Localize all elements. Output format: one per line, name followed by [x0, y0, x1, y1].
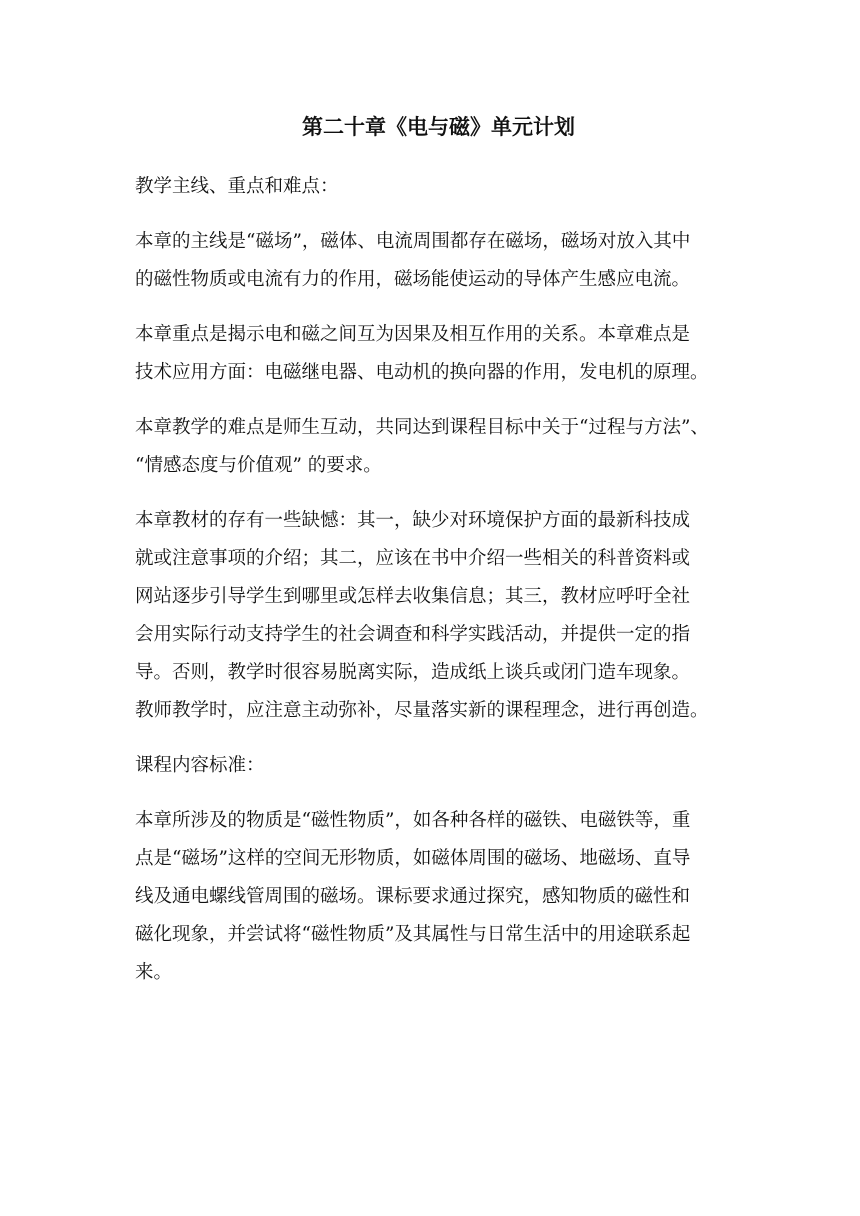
- paragraph-main-line: [135, 223, 752, 299]
- paragraph-curriculum-content: [135, 802, 752, 992]
- text-line: 网站逐步引导学生到哪里或怎样去收集信息；其三，教材应呼吁全社: [135, 586, 691, 607]
- paragraph-textbook-shortcomings: [135, 502, 752, 730]
- text-line: 本章的主线是“磁场”，磁体、电流周围都存在磁场，磁场对放入其中: [135, 231, 691, 252]
- text-line: 的磁性物质或电流有力的作用，磁场能使运动的导体产生感应电流。: [135, 269, 691, 290]
- text-line: 本章教材的存有一些缺憾：其一，缺少对环境保护方面的最新科技成: [135, 510, 691, 531]
- text-line: 教学主线、重点和难点：: [135, 176, 339, 197]
- text-line: 本章所涉及的物质是“磁性物质”，如各种各样的磁铁、电磁铁等，重: [135, 810, 691, 831]
- text-line: 本章教学的难点是师生互动，共同达到课程目标中关于“过程与方法”、: [135, 417, 709, 438]
- text-line: 点是“磁场”这样的空间无形物质，如磁体周围的磁场、地磁场、直导: [135, 848, 691, 869]
- text-line: “情感态度与价值观” 的要求。: [135, 455, 382, 476]
- paragraph-heading-curriculum-standard: [135, 747, 752, 785]
- text-line: 导。否则，教学时很容易脱离实际，造成纸上谈兵或闭门造车现象。: [135, 662, 691, 683]
- text-line: 线及通电螺线管周围的磁场。课标要求通过探究，感知物质的磁性和: [135, 886, 691, 907]
- text-line: 磁化现象，并尝试将“磁性物质”及其属性与日常生活中的用途联系起: [135, 924, 691, 945]
- paragraph-teaching-difficulty: [135, 409, 752, 485]
- text-line: 就或注意事项的介绍；其二，应该在书中介绍一些相关的科普资料或: [135, 548, 691, 569]
- text-line: 本章重点是揭示电和磁之间互为因果及相互作用的关系。本章难点是: [135, 324, 691, 345]
- document-title: 第二十章《电与磁》单元计划: [302, 114, 575, 139]
- text-line: 教师教学时，应注意主动弥补，尽量落实新的课程理念，进行再创造。: [135, 700, 709, 721]
- text-line: 技术应用方面：电磁继电器、电动机的换向器的作用，发电机的原理。: [135, 362, 709, 383]
- paragraph-heading-main-line: [135, 168, 752, 206]
- text-line: 课程内容标准：: [135, 755, 265, 776]
- text-line: 来。: [135, 962, 173, 983]
- text-line: 会用实际行动支持学生的社会调查和科学实践活动，并提供一定的指: [135, 624, 691, 645]
- paragraph-key-points: [135, 316, 752, 392]
